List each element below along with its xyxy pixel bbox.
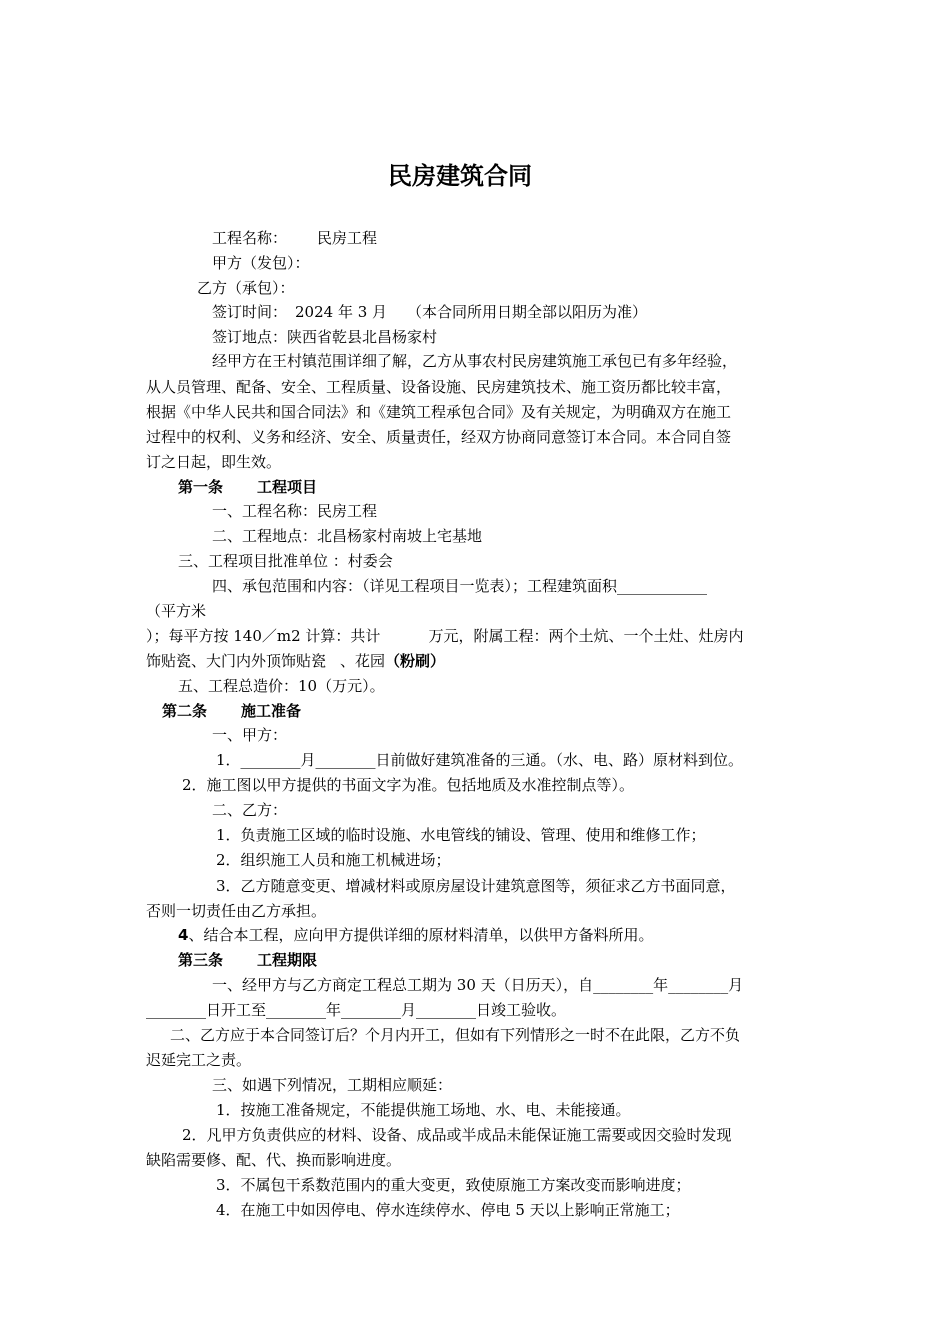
article1-title: 工程项目 [257, 478, 318, 496]
article3-heading [178, 949, 317, 971]
article3-item1: 一、经甲方与乙方商定工程总工期为 30 天（日历天），自________年________月 [212, 976, 744, 994]
article2-b3: 3．乙方随意变更、增减材料或原房屋设计建筑意图等，须征求乙方书面同意， [216, 877, 736, 895]
intro-line: 订之日起，即生效。 [146, 453, 282, 471]
article2-title: 施工准备 [241, 702, 302, 720]
article2-number: 第二条 [162, 702, 208, 720]
article2-a2: 2．施工图以甲方提供的书面文字为准。包括地质及水准控制点等）。 [182, 776, 635, 794]
area-price-text: ）；每平方按 140／m2 计算：共计 [146, 627, 381, 645]
article2-heading [162, 700, 301, 722]
party-a-line: 甲方（发包）： [212, 254, 310, 272]
sign-place-line: 签订地点：陕西省乾县北昌杨家村 [212, 328, 438, 346]
party-b-line: 乙方（承包）： [197, 279, 295, 297]
article3-c4: 4．在施工中如因停电、停水连续停水、停电 5 天以上影响正常施工； [216, 1201, 680, 1219]
article2-b1: 1．负责施工区域的临时设施、水电管线的铺设、管理、使用和维修工作； [216, 826, 706, 844]
article3-item3: 三、如遇下列情况，工期相应顺延： [212, 1076, 453, 1094]
article3-c1: 1．按施工准备规定，不能提供施工场地、水、电、未能接通。 [216, 1101, 631, 1119]
article1-item4-cont [146, 650, 445, 672]
article1-item5: 五、工程总造价：10（万元）。 [178, 677, 385, 695]
article3-c3: 3．不属包干系数范围内的重大变更，致使原施工方案改变而影响进度； [216, 1176, 691, 1194]
article1-item1: 一、工程名称：民房工程 [212, 502, 378, 520]
article2-b3-cont: 否则一切责任由乙方承担。 [146, 902, 327, 920]
contract-title: 民房建筑合同 [388, 162, 532, 190]
article2-party-a: 一、甲方： [212, 726, 288, 744]
article3-item2: 二、乙方应于本合同签订后？个月内开工，但如有下列情形之一时不在此限，乙方不负 [170, 1026, 741, 1044]
article3-c2: 2．凡甲方负责供应的材料、设备、成品或半成品未能保证施工需要或因交验时发现 [182, 1126, 732, 1144]
article3-item2-cont: 迟延完工之责。 [146, 1051, 252, 1069]
article1-item4-cont: （平方米 [146, 602, 207, 620]
project-name-value: 民房工程 [317, 229, 378, 247]
intro-line: 经甲方在王村镇范围详细了解，乙方从事农村民房建筑施工承包已有多年经验， [212, 352, 738, 370]
article1-item3: 三、工程项目批准单位 ：村委会 [178, 552, 393, 570]
article1-heading [178, 476, 317, 498]
article2-b4-text: 、结合本工程，应向甲方提供详细的原材料清单，以供甲方备料所用。 [188, 926, 654, 944]
article2-b4-number: 4 [178, 926, 189, 944]
article1-item4-cont [146, 625, 743, 647]
intro-line: 从人员管理、配备、安全、工程质量、设备设施、民房建筑技术、施工资历都比较丰富， [146, 378, 732, 396]
article2-b4 [178, 924, 653, 946]
article3-item1-cont: ________日开工至________年________月________日竣工验收。 [146, 1001, 567, 1019]
article3-c2-cont: 缺陷需要修、配、代、换而影响进度。 [146, 1151, 402, 1169]
article3-title: 工程期限 [257, 951, 318, 969]
article2-b2: 2．组织施工人员和施工机械进场； [216, 851, 451, 869]
article2-a1: 1．________月________日前做好建筑准备的三通。（水、电、路）原材料到位。 [216, 751, 744, 769]
project-name-line [212, 227, 377, 249]
sign-time-line [212, 301, 647, 323]
sign-time-label: 签订时间： [212, 303, 288, 321]
article2-party-b: 二、乙方： [212, 801, 288, 819]
intro-line: 根据《中华人民共和国合同法》和《建筑工程承包合同》及有关规定，为明确双方在施工 [146, 403, 732, 421]
auxiliary-works-text: 万元，附属工程：两个土炕、一个土灶、灶房内 [428, 627, 744, 645]
article1-number: 第一条 [178, 478, 224, 496]
sign-time-note: （本合同所用日期全部以阳历为准） [407, 303, 648, 321]
decoration-text: 饰贴瓷、大门内外顶饰贴瓷 [146, 652, 327, 670]
article1-item2: 二、工程地点：北昌杨家村南坡上宅基地 [212, 527, 483, 545]
sign-time-value: 2024 年 3 月 [295, 303, 388, 321]
article1-item4: 四、承包范围和内容：（详见工程项目一览表）；工程建筑面积____________ [212, 577, 708, 595]
project-name-label: 工程名称： [212, 229, 288, 247]
intro-line: 过程中的权利、义务和经济、安全、质量责任，经双方协商同意签订本合同。本合同自签 [146, 428, 732, 446]
plaster-text: （粉刷） [385, 652, 446, 670]
garden-text: 、花园 [340, 652, 386, 670]
article3-number: 第三条 [178, 951, 224, 969]
